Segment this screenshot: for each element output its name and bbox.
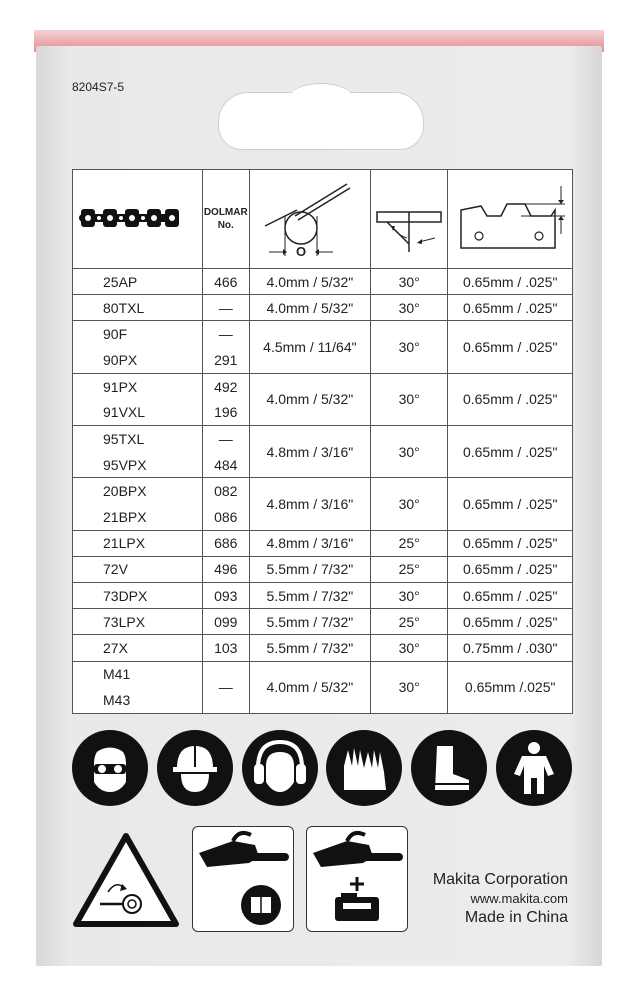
- ear-protection-icon: [242, 730, 318, 806]
- file-cell: 4.5mm / 11/64": [249, 321, 370, 373]
- depth-cell: 0.65mm / .025": [448, 373, 573, 425]
- table-row: [73, 530, 573, 556]
- depth-header: [448, 170, 573, 269]
- angle-cell: 30°: [370, 321, 447, 373]
- file-cell: 4.8mm / 3/16": [249, 426, 370, 478]
- depth-cell: 0.65mm / .025": [448, 556, 573, 582]
- battery-pictogram: [306, 826, 408, 932]
- dolmar-cell: 492 196: [202, 373, 249, 425]
- file-cell: 5.5mm / 7/32": [249, 635, 370, 661]
- angle-cell: 30°: [370, 478, 447, 530]
- hang-hole: [218, 92, 424, 150]
- angle-cell: 30°: [370, 583, 447, 609]
- file-cell: 4.0mm / 5/32": [249, 295, 370, 321]
- ppe-icons-row: [72, 730, 572, 814]
- corporate-info: [433, 870, 568, 928]
- table-row: [73, 661, 573, 713]
- angle-cell: 25°: [370, 556, 447, 582]
- chain-cell: 21LPX: [73, 530, 203, 556]
- table-row: [73, 635, 573, 661]
- depth-gauge-icon: [451, 176, 569, 260]
- file-diameter-header: [249, 170, 370, 269]
- depth-cell: 0.65mm / .025": [448, 530, 573, 556]
- dolmar-cell: — 291: [202, 321, 249, 373]
- saw-chain-icon: [77, 206, 181, 230]
- product-code: 8204S7-5: [72, 80, 125, 94]
- table-row: [73, 295, 573, 321]
- corporation-name: Makita Corporation: [432, 871, 568, 888]
- depth-cell: 0.65mm / .025": [448, 321, 573, 373]
- angle-cell: 25°: [370, 530, 447, 556]
- chain-cell: 73DPX: [73, 583, 203, 609]
- origin: Made in China: [464, 909, 568, 926]
- angle-cell: 25°: [370, 609, 447, 635]
- table-row: [73, 373, 573, 425]
- dolmar-cell: 466: [202, 269, 249, 295]
- diameter-symbol: O: [295, 243, 306, 259]
- table-row: [73, 583, 573, 609]
- dolmar-cell: — 484: [202, 426, 249, 478]
- depth-cell: 0.65mm / .025": [448, 269, 573, 295]
- file-cell: 5.5mm / 7/32": [249, 609, 370, 635]
- dolmar-cell: —: [202, 295, 249, 321]
- website: www.makita.com: [470, 891, 568, 906]
- boots-icon: [411, 730, 487, 806]
- helmet-icon: [157, 730, 233, 806]
- gloves-icon: [326, 730, 402, 806]
- depth-cell: 0.65mm / .025": [448, 583, 573, 609]
- dolmar-cell: 496: [202, 556, 249, 582]
- file-diameter-icon: [255, 176, 365, 260]
- angle-header: [370, 170, 447, 269]
- dolmar-cell: 103: [202, 635, 249, 661]
- chain-cell: 25AP: [73, 269, 203, 295]
- angle-cell: 30°: [370, 269, 447, 295]
- angle-cell: 30°: [370, 635, 447, 661]
- dolmar-cell: 082 086: [202, 478, 249, 530]
- spec-table: [72, 169, 573, 714]
- chain-cell: 27X: [73, 635, 203, 661]
- table-row: [73, 321, 573, 373]
- dolmar-no-label: No.: [217, 220, 234, 231]
- table-row: [73, 609, 573, 635]
- eye-ear-protection-icon: [72, 730, 148, 806]
- chain-cell: 80TXL: [73, 295, 203, 321]
- protective-clothing-icon: [496, 730, 572, 806]
- file-cell: 5.5mm / 7/32": [249, 583, 370, 609]
- table-row: [73, 478, 573, 530]
- read-manual-pictogram: [192, 826, 294, 932]
- chain-cell: 73LPX: [73, 609, 203, 635]
- dolmar-header: [202, 170, 249, 269]
- dolmar-cell: 686: [202, 530, 249, 556]
- angle-cell: 30°: [370, 295, 447, 321]
- depth-cell: 0.65mm / .025": [448, 295, 573, 321]
- file-cell: 5.5mm / 7/32": [249, 556, 370, 582]
- file-cell: 4.8mm / 3/16": [249, 478, 370, 530]
- depth-cell: 0.65mm / .025": [448, 609, 573, 635]
- chain-icon-header: [73, 170, 203, 269]
- angle-cell: 30°: [370, 661, 447, 713]
- chain-cell: M41 M43: [73, 661, 203, 713]
- chain-cell: 72V: [73, 556, 203, 582]
- chain-cell: 20BPX 21BPX: [73, 478, 203, 530]
- file-cell: 4.8mm / 3/16": [249, 530, 370, 556]
- chain-cell: 95TXL 95VPX: [73, 426, 203, 478]
- depth-cell: 0.65mm /.025": [448, 661, 573, 713]
- file-angle-icon: [373, 176, 445, 260]
- table-row: [73, 269, 573, 295]
- file-cell: 4.0mm / 5/32": [249, 661, 370, 713]
- dolmar-cell: 099: [202, 609, 249, 635]
- depth-cell: 0.75mm / .030": [448, 635, 573, 661]
- depth-cell: 0.65mm / .025": [448, 478, 573, 530]
- dolmar-cell: 093: [202, 583, 249, 609]
- dolmar-label: DOLMAR: [203, 207, 248, 218]
- depth-cell: 0.65mm / .025": [448, 426, 573, 478]
- chainsaw-manual-icon: [193, 827, 293, 931]
- table-row: [73, 556, 573, 582]
- chain-cell: 90F 90PX: [73, 321, 203, 373]
- warning-triangle-icon: [72, 830, 180, 930]
- chainsaw-battery-icon: [307, 827, 407, 931]
- file-cell: 4.0mm / 5/32": [249, 269, 370, 295]
- bottom-section: [72, 826, 572, 936]
- angle-cell: 30°: [370, 426, 447, 478]
- angle-cell: 30°: [370, 373, 447, 425]
- chain-cell: 91PX 91VXL: [73, 373, 203, 425]
- table-row: [73, 426, 573, 478]
- dolmar-cell: —: [202, 661, 249, 713]
- file-cell: 4.0mm / 5/32": [249, 373, 370, 425]
